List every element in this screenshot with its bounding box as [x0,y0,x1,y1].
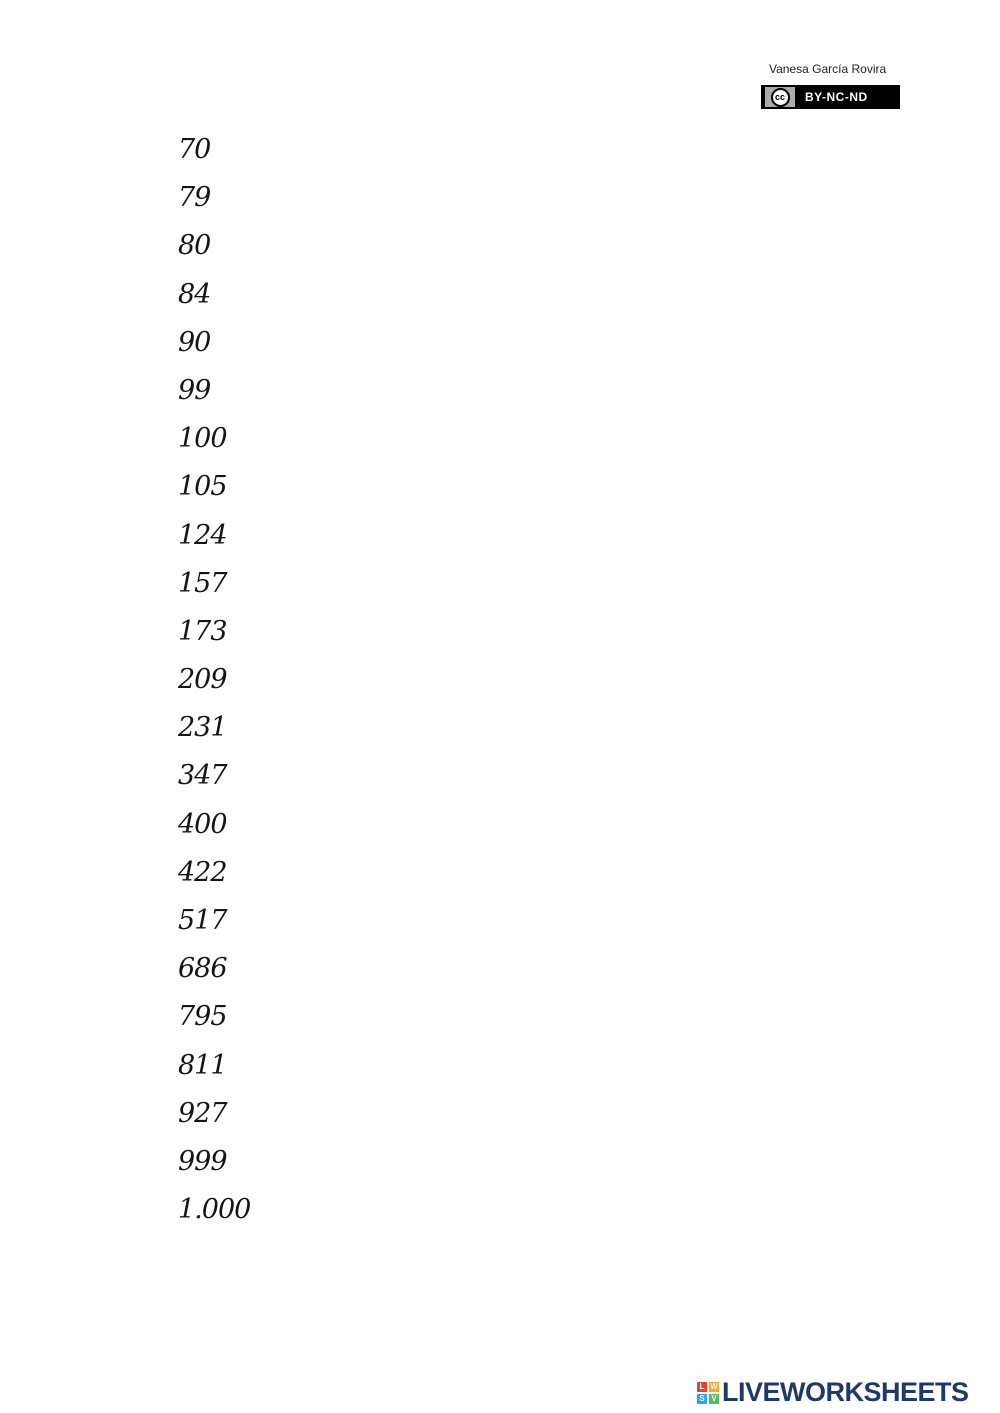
number-item: 1.000 [178,1194,251,1226]
logo-tile: W [710,1382,718,1391]
number-item: 231 [178,712,227,744]
number-item: 999 [178,1145,227,1177]
number-item: 90 [178,326,211,358]
cc-icon-box [765,87,795,107]
number-item: 173 [178,615,227,647]
number-list [178,128,250,1236]
cc-license-badge [761,85,900,109]
liveworksheets-logo-icon [697,1382,719,1404]
number-item: 157 [178,567,227,599]
number-item: 105 [178,471,227,503]
number-item: 84 [178,278,211,310]
number-item: 686 [178,953,227,985]
number-item: 209 [178,664,227,696]
author-name: Vanesa García Rovira [769,62,887,76]
number-item: 400 [178,808,227,840]
number-item: 517 [178,905,227,936]
number-item: 347 [178,760,227,792]
number-item: 795 [178,1001,227,1033]
number-item: 79 [178,182,211,214]
license-text: BY-NC-ND [805,90,868,104]
number-item: 70 [178,134,211,165]
number-item: 927 [178,1097,227,1129]
number-item: 80 [178,230,211,262]
brand-name: LIVEWORKSHEETS [722,1377,969,1407]
logo-tile: V [709,1394,719,1404]
number-item: 99 [178,374,211,406]
number-item: 422 [178,856,227,888]
number-item: 100 [178,423,227,455]
liveworksheets-brand [697,1377,969,1408]
cc-icon: cc [771,88,790,107]
number-item: 124 [178,519,227,551]
logo-tile: L [697,1382,707,1392]
number-item: 811 [178,1049,227,1081]
logo-tile: S [697,1394,707,1404]
